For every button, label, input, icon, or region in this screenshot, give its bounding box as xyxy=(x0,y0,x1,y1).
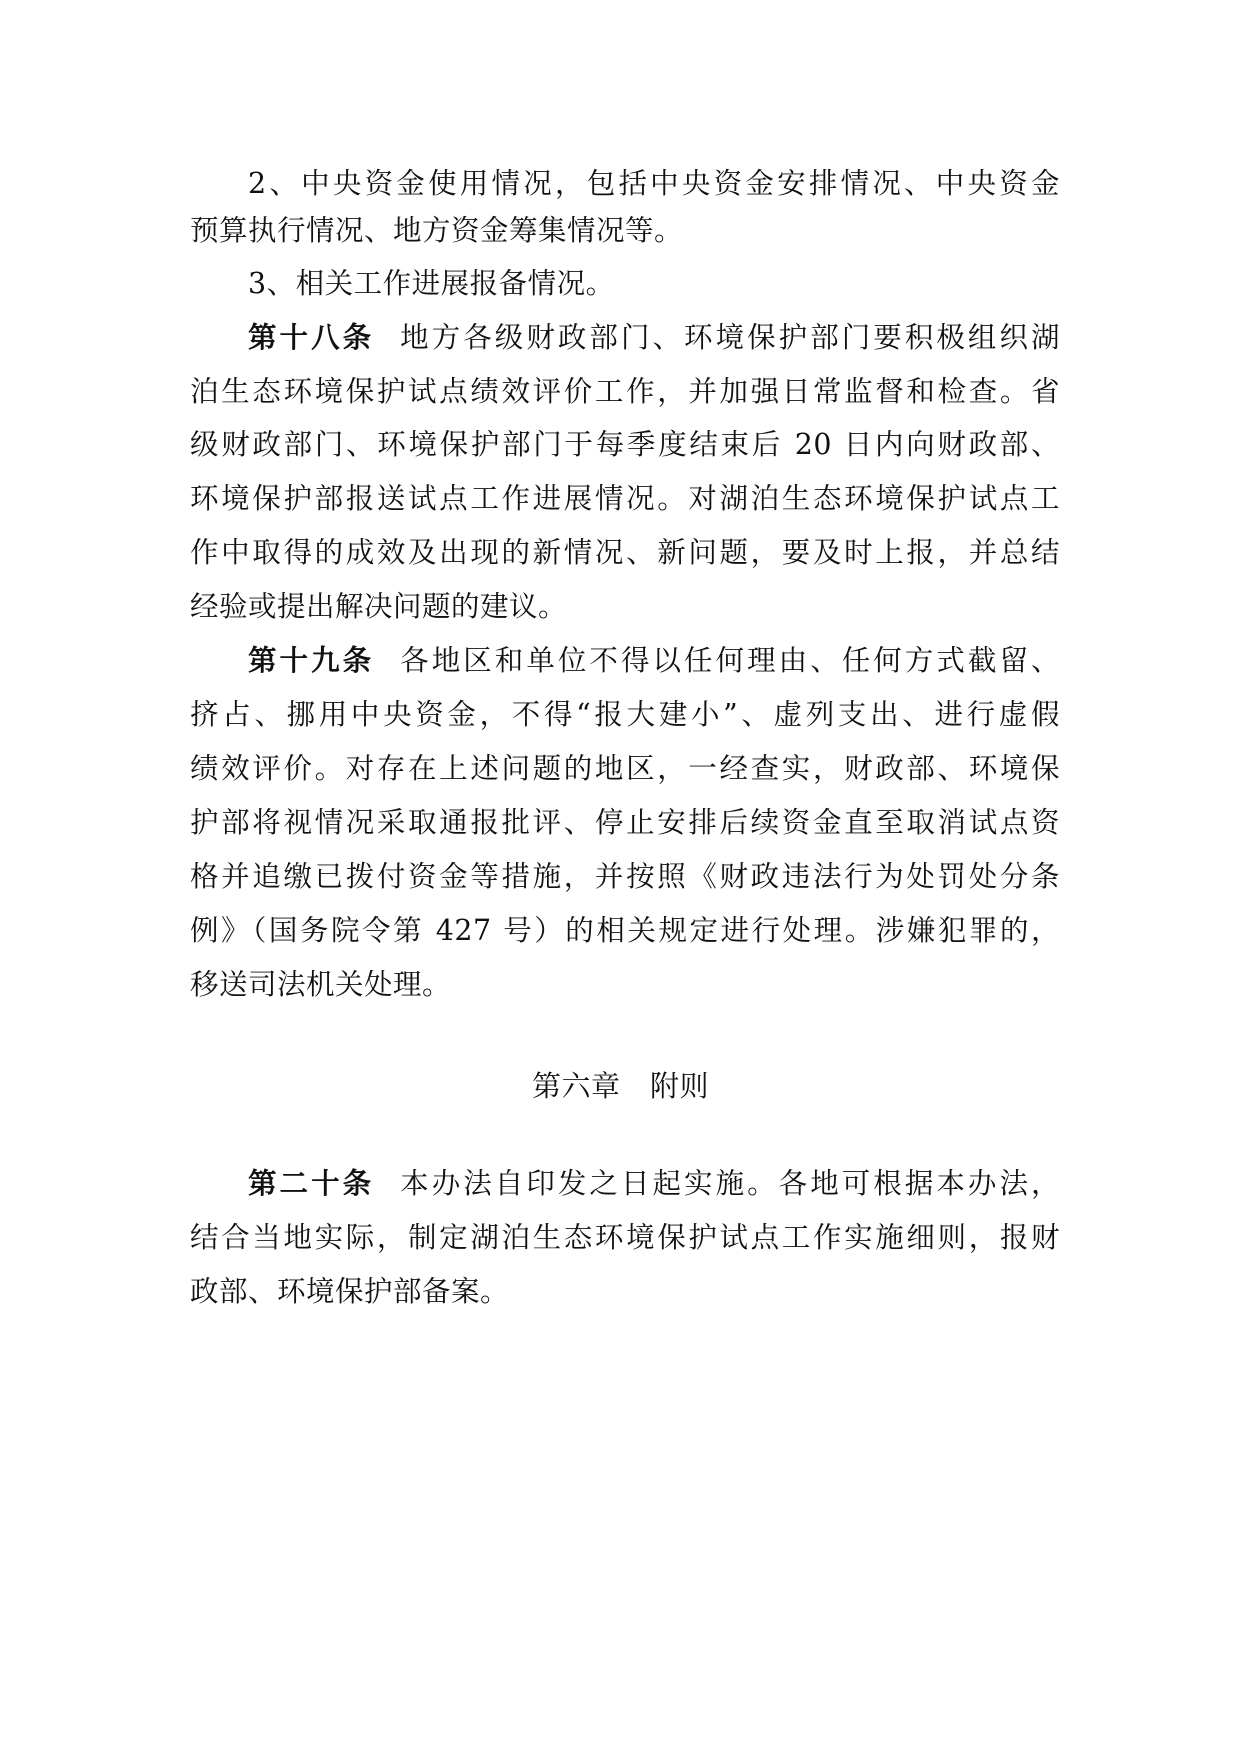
article-20-line-2: 结合当地实际，制定湖泊生态环境保护试点工作实施细则，报财 xyxy=(190,1221,1060,1254)
article-18-first-line xyxy=(248,318,1060,358)
article-19-line-5: 格并追缴已拨付资金等措施，并按照《财政违法行为处罚处分条 xyxy=(190,860,1060,893)
article-18-line-5: 作中取得的成效及出现的新情况、新问题，要及时上报，并总结 xyxy=(190,536,1060,569)
article-18-line-3: 级财政部门、环境保护部门于每季度结束后 20 日内向财政部、 xyxy=(190,428,1060,461)
article-18-line-4: 环境保护部报送试点工作进展情况。对湖泊生态环境保护试点工 xyxy=(190,482,1060,515)
article-19-line-6: 例》（国务院令第 427 号）的相关规定进行处理。涉嫌犯罪的， xyxy=(190,914,1060,947)
article-20-label: 第二十条 xyxy=(248,1167,375,1200)
article-19-line-1: 各地区和单位不得以任何理由、任何方式截留、 xyxy=(400,644,1060,677)
article-20-line-1: 本办法自印发之日起实施。各地可根据本办法， xyxy=(400,1167,1060,1200)
article-19-line-2: 挤占、挪用中央资金，不得“报大建小”、虚列支出、进行虚假 xyxy=(190,698,1060,731)
article-18-label: 第十八条 xyxy=(248,321,375,354)
article-19-label: 第十九条 xyxy=(248,644,375,677)
item-2-line-2: 预算执行情况、地方资金筹集情况等。 xyxy=(190,214,684,247)
article-20-line-3: 政部、环境保护部备案。 xyxy=(190,1275,510,1308)
article-19-line-3: 绩效评价。对存在上述问题的地区，一经查实，财政部、环境保 xyxy=(190,752,1060,785)
article-18-line-1: 地方各级财政部门、环境保护部门要积极组织湖 xyxy=(400,321,1060,354)
article-18-line-2: 泊生态环境保护试点绩效评价工作，并加强日常监督和检查。省 xyxy=(190,375,1060,408)
article-19-line-4: 护部将视情况采取通报批评、停止安排后续资金直至取消试点资 xyxy=(190,806,1060,839)
chapter-heading: 第六章 附则 xyxy=(531,1069,709,1103)
article-19-line-7: 移送司法机关处理。 xyxy=(190,968,452,1001)
item-2-line-1: 2、中央资金使用情况，包括中央资金安排情况、中央资金 xyxy=(248,167,1060,200)
article-19-first-line xyxy=(248,641,1060,681)
item-3-line-1: 3、相关工作进展报备情况。 xyxy=(248,267,615,300)
article-18-line-6: 经验或提出解决问题的建议。 xyxy=(190,590,568,623)
article-20-first-line xyxy=(248,1164,1060,1204)
